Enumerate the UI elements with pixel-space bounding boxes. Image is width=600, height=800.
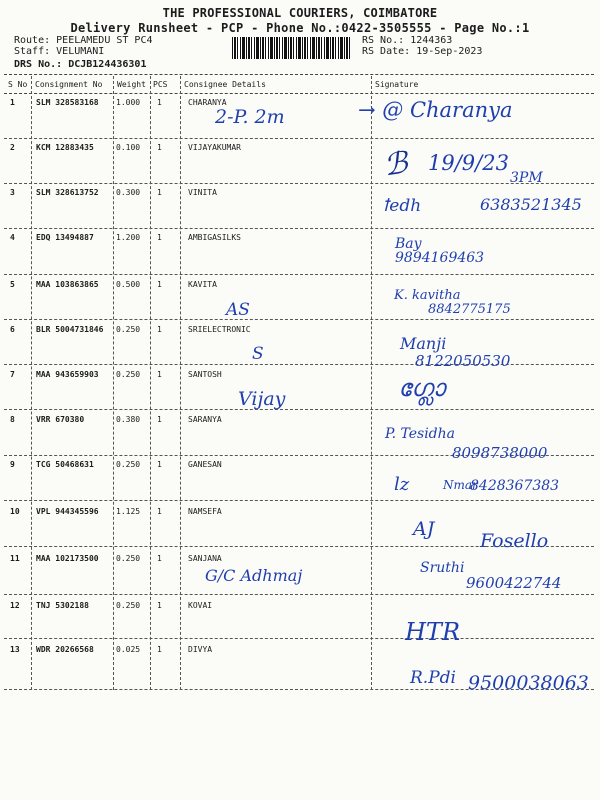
cell-weight: 1.000 <box>116 98 141 107</box>
handwritten-signature: Vijay <box>238 388 286 410</box>
handwritten-phone: 8842775175 <box>428 302 511 317</box>
staff-line <box>14 46 104 57</box>
cell-pcs: 1 <box>157 415 162 424</box>
company-title: THE PROFESSIONAL COURIERS, COIMBATORE <box>162 6 438 20</box>
cell-weight: 0.250 <box>116 325 141 334</box>
cell-consignee: DIVYA <box>188 645 213 654</box>
cell-pcs: 1 <box>157 601 162 610</box>
cell-consignment: TNJ 5302188 <box>36 601 89 610</box>
cell-consignee: SANTOSH <box>188 370 222 379</box>
column-rule <box>180 76 181 690</box>
cell-sno: 12 <box>10 601 20 610</box>
cell-consignee: VIJAYAKUMAR <box>188 143 241 152</box>
route-label: Route: <box>14 35 51 46</box>
handwritten-signature: G/C Adhmaj <box>205 566 303 585</box>
handwritten-time: 3PM <box>510 170 543 186</box>
handwritten-signature: ꝉedh <box>382 196 422 216</box>
cell-pcs: 1 <box>157 370 162 379</box>
staff-label: Staff: <box>14 46 51 57</box>
barcode <box>232 37 350 59</box>
cell-consignee: SARANYA <box>188 415 222 424</box>
handwritten-signature: AJ <box>413 518 435 540</box>
col-header-weight: Weight <box>117 80 146 89</box>
handwritten-signature: HTR <box>405 618 461 646</box>
cell-sno: 8 <box>10 415 15 424</box>
cell-consignment: BLR 5004731846 <box>36 325 104 334</box>
cell-consignment: SLM 328613752 <box>36 188 99 197</box>
row-separator <box>4 138 594 139</box>
cell-sno: 9 <box>10 460 15 469</box>
drs-label: DRS No.: <box>14 59 63 70</box>
cell-pcs: 1 <box>157 460 162 469</box>
cell-pcs: 1 <box>157 280 162 289</box>
cell-weight: 1.200 <box>116 233 141 242</box>
handwritten-phone: 8428367383 <box>470 478 560 494</box>
handwritten-signature: R.Pdi <box>410 668 456 688</box>
cell-consignee: GANESAN <box>188 460 222 469</box>
cell-pcs: 1 <box>157 554 162 563</box>
cell-weight: 0.250 <box>116 370 141 379</box>
column-rule <box>113 76 114 690</box>
col-header-pcs: PCS <box>153 80 168 89</box>
col-header-consignment: Consignment No <box>35 80 103 89</box>
handwritten-signature: Fosello <box>480 530 549 552</box>
row-separator <box>4 638 594 639</box>
cell-consignee: AMBIGASILKS <box>188 233 241 242</box>
handwritten-phone: 6383521345 <box>480 195 582 214</box>
handwritten-time: 2-P. 2m <box>215 106 285 128</box>
route-line <box>14 35 152 46</box>
cell-weight: 0.100 <box>116 143 141 152</box>
cell-consignment: EDQ 13494887 <box>36 233 94 242</box>
row-separator <box>4 183 594 184</box>
handwritten-signature: Nmar <box>443 478 478 492</box>
cell-consignment: MAA 102173500 <box>36 554 99 563</box>
cell-weight: 1.125 <box>116 507 141 516</box>
rs-no-label: RS No.: <box>362 35 405 46</box>
handwritten-phone: 8122050530 <box>415 352 511 370</box>
row-separator <box>4 274 594 275</box>
cell-sno: 11 <box>10 554 20 563</box>
rs-no-line <box>362 35 452 46</box>
cell-consignee: CHARANYA <box>188 98 227 107</box>
cell-consignee: SRIELECTRONIC <box>188 325 251 334</box>
cell-sno: 7 <box>10 370 15 379</box>
cell-consignment: TCG 50468631 <box>36 460 94 469</box>
rs-date-label: RS Date: <box>362 46 411 57</box>
handwritten-signature: Manji <box>400 334 447 353</box>
handwritten-signature: ഗ്ലോ <box>398 374 445 402</box>
route-value: PEELAMEDU ST PC4 <box>56 35 153 46</box>
cell-consignment: KCM 12883435 <box>36 143 94 152</box>
cell-pcs: 1 <box>157 98 162 107</box>
cell-sno: 1 <box>10 98 15 107</box>
column-rule <box>371 76 372 690</box>
handwritten-signature: ℬ <box>381 145 410 184</box>
col-header-consignee: Consignee Details <box>184 80 266 89</box>
cell-consignment: VPL 944345596 <box>36 507 99 516</box>
rs-date-value: 19-Sep-2023 <box>416 46 483 57</box>
cell-sno: 4 <box>10 233 15 242</box>
drs-value: DCJB124436301 <box>68 59 147 70</box>
handwritten-phone: 9500038063 <box>468 672 589 694</box>
cell-sno: 10 <box>10 507 20 516</box>
cell-consignee: SANJANA <box>188 554 222 563</box>
handwritten-phone: 9600422744 <box>466 574 562 592</box>
cell-weight: 0.250 <box>116 554 141 563</box>
cell-sno: 3 <box>10 188 15 197</box>
header-top-rule <box>4 74 594 75</box>
drs-line <box>14 59 146 70</box>
cell-consignee: NAMSEFA <box>188 507 222 516</box>
cell-consignment: WDR 20266568 <box>36 645 94 654</box>
handwritten-mark: AS <box>226 300 250 320</box>
cell-pcs: 1 <box>157 645 162 654</box>
cell-sno: 13 <box>10 645 20 654</box>
runsheet-subtitle: Delivery Runsheet - PCP - Phone No.:0422-3505555 - Page No.:1 <box>70 21 530 35</box>
handwritten-date: 19/9/23 <box>428 151 509 175</box>
handwritten-signature: Bay <box>395 236 422 252</box>
handwritten-mark: S <box>252 344 264 364</box>
cell-consignee: KOVAI <box>188 601 213 610</box>
staff-value: VELUMANI <box>56 46 105 57</box>
row-separator <box>4 594 594 595</box>
cell-consignment: MAA 103863865 <box>36 280 99 289</box>
handwritten-signature: K. kavitha <box>394 288 461 303</box>
cell-consignment: SLM 328583168 <box>36 98 99 107</box>
cell-weight: 0.250 <box>116 460 141 469</box>
handwritten-signature: → @ Charanya <box>358 98 513 122</box>
row-separator <box>4 228 594 229</box>
cell-consignee: VINITA <box>188 188 217 197</box>
row-separator <box>4 319 594 320</box>
cell-weight: 0.380 <box>116 415 141 424</box>
column-rule <box>150 76 151 690</box>
cell-weight: 0.025 <box>116 645 141 654</box>
cell-pcs: 1 <box>157 325 162 334</box>
cell-consignee: KAVITA <box>188 280 217 289</box>
row-separator <box>4 500 594 501</box>
cell-weight: 0.500 <box>116 280 141 289</box>
cell-pcs: 1 <box>157 188 162 197</box>
cell-pcs: 1 <box>157 507 162 516</box>
cell-consignment: MAA 943659903 <box>36 370 99 379</box>
cell-sno: 6 <box>10 325 15 334</box>
cell-pcs: 1 <box>157 233 162 242</box>
rs-date-line <box>362 46 482 57</box>
cell-weight: 0.250 <box>116 601 141 610</box>
handwritten-phone: 8098738000 <box>452 444 548 462</box>
handwritten-signature: Sruthi <box>420 560 465 576</box>
col-header-signature: Signature <box>375 80 419 89</box>
handwritten-signature: P. Tesidha <box>385 426 456 442</box>
cell-weight: 0.300 <box>116 188 141 197</box>
handwritten-phone: 9894169463 <box>395 250 485 266</box>
row-separator <box>4 409 594 410</box>
column-rule <box>31 76 32 690</box>
handwritten-mark: lz <box>394 474 410 495</box>
cell-pcs: 1 <box>157 143 162 152</box>
cell-consignment: VRR 670380 <box>36 415 85 424</box>
cell-sno: 2 <box>10 143 15 152</box>
header-bottom-rule <box>4 93 594 94</box>
col-header-sno: S No <box>8 80 28 89</box>
rs-no-value: 1244363 <box>410 35 453 46</box>
cell-sno: 5 <box>10 280 15 289</box>
